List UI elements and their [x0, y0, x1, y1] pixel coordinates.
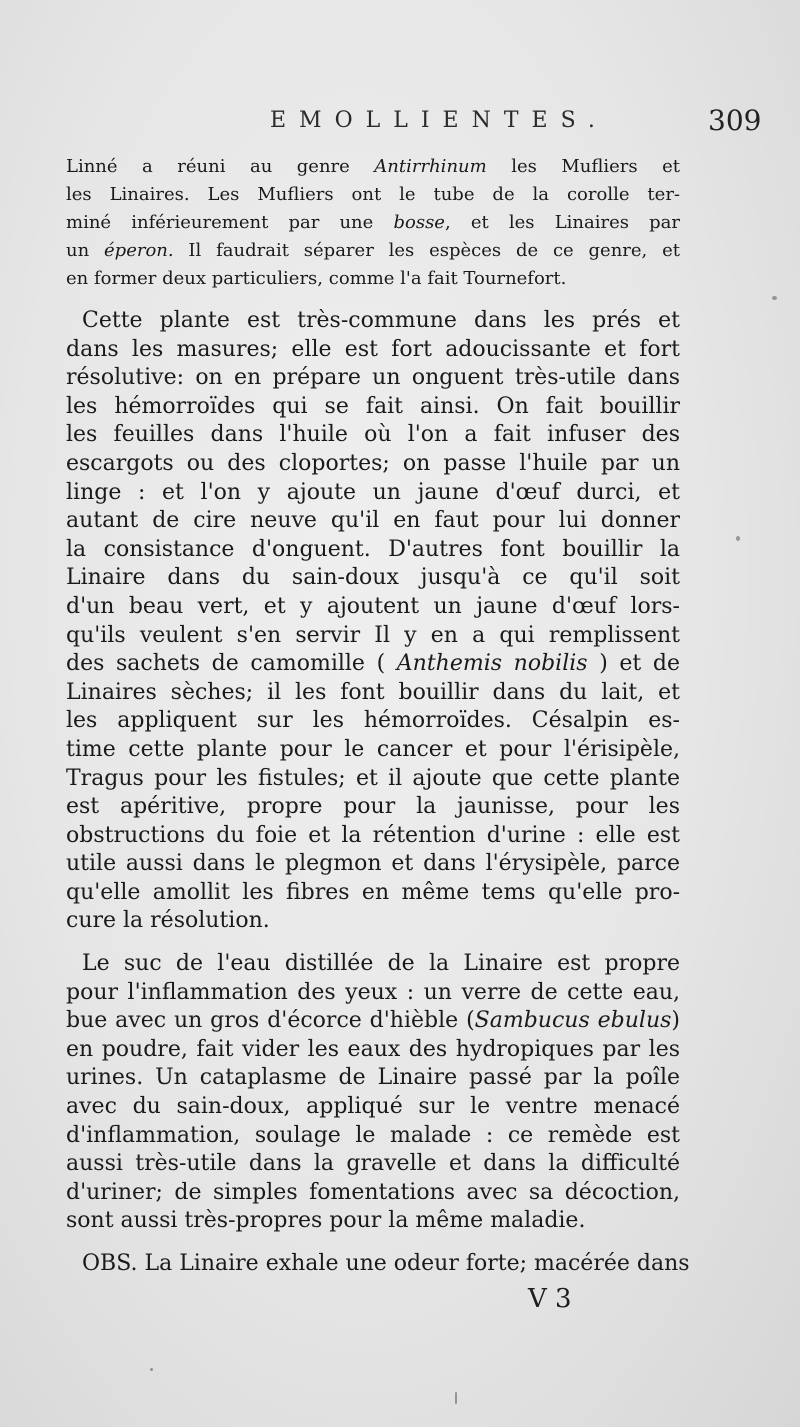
text-segment: qu'elle amollit les fibres en même tems qu'elle pro-	[66, 879, 680, 905]
text-line	[66, 307, 680, 336]
text-segment: time cette plante pour le cancer et pour l'érisipèle,	[66, 736, 680, 762]
paragraph	[66, 153, 680, 293]
text-segment: autant de cire neuve qu'il en faut pour lui donner	[66, 508, 680, 534]
text-line	[66, 393, 680, 422]
text-segment: cure la résolution.	[66, 908, 270, 934]
text-line	[66, 181, 680, 209]
text-segment: d'un beau vert, et y ajoutent un jaune d'œuf lors-	[66, 593, 680, 619]
text-line	[66, 793, 680, 822]
text-segment: des sachets de camomille (	[66, 651, 397, 677]
body-text	[66, 153, 690, 1279]
text-segment: les hémorroïdes qui se fait ainsi. On fait bouillir	[66, 393, 680, 419]
text-line	[66, 736, 680, 765]
italic-term: Sambucus ebulus	[474, 1008, 672, 1034]
text-line	[66, 765, 680, 794]
text-line	[66, 1150, 680, 1179]
text-segment: Il faudrait séparer les espèces de ce genre, et	[173, 240, 680, 261]
text-line	[66, 364, 680, 393]
text-line	[66, 421, 680, 450]
text-segment: urines. Un cataplasme de Linaire passé par la poîle	[66, 1065, 680, 1091]
text-segment: obstructions du foie et la rétention d'urine : elle est	[66, 822, 680, 848]
paragraph	[66, 307, 680, 936]
text-line	[66, 450, 680, 479]
text-line	[66, 950, 680, 979]
text-line	[66, 593, 680, 622]
italic-term: Anthemis nobilis	[396, 651, 588, 677]
page-header	[0, 102, 800, 142]
text-segment: en poudre, fait vider les eaux des hydropiques par les	[66, 1036, 680, 1062]
text-line	[66, 879, 680, 908]
text-line	[66, 679, 680, 708]
text-segment: d'inflammation, soulage le malade : ce remède est	[66, 1122, 680, 1148]
text-segment: qu'ils veulent s'en servir Il y en a qui remplissent	[66, 622, 680, 648]
text-segment: les appliquent sur les hémorroïdes. Césalpin es-	[66, 708, 680, 734]
text-line	[66, 650, 680, 679]
text-line	[66, 336, 680, 365]
text-segment: les Mufliers et	[486, 156, 680, 177]
page-number: 309	[708, 104, 762, 137]
text-segment: escargots ou des cloportes; on passe l'huile par un	[66, 450, 680, 476]
text-line	[66, 536, 680, 565]
text-line	[66, 707, 680, 736]
signature-mark: V 3	[528, 1284, 572, 1314]
text-segment: sont aussi très-propres pour la même maladie.	[66, 1208, 586, 1234]
paper-speck	[455, 1392, 457, 1404]
italic-term: bosse	[393, 212, 445, 233]
text-segment: d'uriner; de simples fomentations avec sa décoction,	[66, 1179, 680, 1205]
text-segment: en former deux particuliers, comme l'a fait Tournefort.	[66, 268, 567, 289]
text-line	[66, 479, 680, 508]
text-segment: pour l'inflammation des yeux : un verre de cette eau,	[66, 979, 680, 1005]
italic-term: éperon.	[104, 240, 174, 261]
text-segment: miné inférieurement par une	[66, 212, 394, 233]
text-line	[66, 507, 680, 536]
text-line	[66, 1064, 680, 1093]
text-line	[66, 850, 680, 879]
text-segment: Linaire dans du sain-doux jusqu'à ce qu'il soit	[66, 565, 680, 591]
text-line	[66, 209, 680, 237]
text-segment: est apéritive, propre pour la jaunisse, pour les	[66, 794, 680, 820]
text-segment: linge : et l'on y ajoute un jaune d'œuf durci, et	[66, 479, 680, 505]
text-segment: Le suc de l'eau distillée de la Linaire est propre	[82, 951, 680, 977]
text-segment: Tragus pour les fistules; et il ajoute que cette plante	[66, 765, 680, 791]
text-segment: OBS. La Linaire exhale une odeur forte; macérée dans	[82, 1251, 690, 1276]
text-line	[66, 1179, 680, 1208]
text-line	[66, 265, 680, 293]
text-segment: Linné a réuni au genre	[66, 156, 375, 177]
text-segment: Linaires sèches; il les font bouillir dans du lait, et	[66, 679, 680, 705]
text-segment: la consistance d'onguent. D'autres font bouillir la	[66, 536, 680, 562]
text-line	[66, 1093, 680, 1122]
text-segment: aussi très-utile dans la gravelle et dans la difficulté	[66, 1151, 680, 1177]
paragraph	[66, 1250, 690, 1279]
text-segment: bue avec un gros d'écorce d'hièble (	[66, 1008, 475, 1034]
text-line	[66, 153, 680, 181]
paper-speck	[150, 1368, 153, 1371]
text-segment: , et les Linaires par	[444, 212, 680, 233]
paper-speck	[736, 536, 740, 541]
text-line	[66, 1036, 680, 1065]
text-line	[66, 237, 680, 265]
text-segment: utile aussi dans le plegmon et dans l'érysipèle, parce	[66, 851, 680, 877]
text-line	[66, 1007, 680, 1036]
text-line	[66, 564, 680, 593]
text-line	[66, 907, 680, 936]
text-segment: ) et de	[587, 651, 680, 677]
text-line	[66, 979, 680, 1008]
text-segment: avec du sain-doux, appliqué sur le ventre menacé	[66, 1094, 680, 1120]
running-title: EMOLLIENTES.	[270, 108, 608, 133]
italic-term: Antirrhinum	[374, 156, 487, 177]
text-line	[66, 1122, 680, 1151]
paragraph	[66, 950, 680, 1236]
text-segment: les Linaires. Les Mufliers ont le tube de la corolle ter-	[66, 184, 680, 205]
text-segment: résolutive: on en prépare un onguent très-utile dans	[66, 365, 680, 391]
text-segment: dans les masures; elle est fort adoucissante et fort	[66, 336, 680, 362]
text-line	[66, 1250, 690, 1279]
text-segment: )	[671, 1008, 680, 1034]
text-line	[66, 622, 680, 651]
text-line	[66, 1207, 680, 1236]
text-line	[66, 822, 680, 851]
text-segment: les feuilles dans l'huile où l'on a fait infuser des	[66, 422, 680, 448]
paper-speck	[772, 296, 777, 300]
text-segment: Cette plante est très-commune dans les prés et	[82, 308, 680, 333]
text-segment: un	[66, 240, 105, 261]
